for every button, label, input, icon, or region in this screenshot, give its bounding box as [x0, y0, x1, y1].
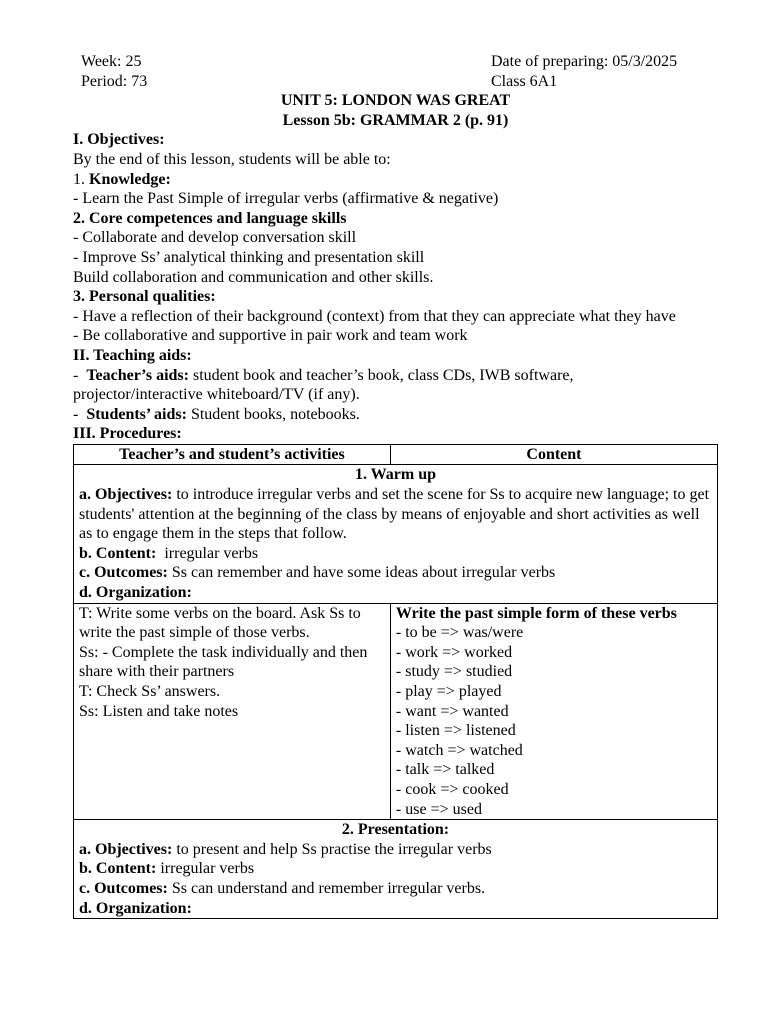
- verb-item: - use => used: [395, 800, 482, 818]
- warmup-outcomes-label: c. Outcomes:: [79, 564, 168, 582]
- lesson-title: Lesson 5b: GRAMMAR 2 (p. 91): [282, 111, 509, 129]
- core-item: - Improve Ss’ analytical thinking and presentation skill: [73, 248, 425, 266]
- verb-item: - play => played: [395, 683, 502, 700]
- header-block: [73, 52, 718, 91]
- warmup-title: 1. Warm up: [354, 466, 437, 484]
- warmup-content-label: b. Content:: [79, 544, 157, 562]
- unit-title: UNIT 5: LONDON WAS GREAT: [280, 92, 511, 110]
- warmup-objectives-text: to introduce irregular verbs and set the scene for Ss to acquire new language; to get students' attention at the beginning of the class by means of enjoyable and short activities as well as to engage them in the steps that follow.: [79, 486, 710, 543]
- warmup-outcomes: [79, 563, 712, 583]
- warmup-content-text: irregular verbs: [156, 544, 259, 562]
- warmup-objectives: [79, 485, 712, 544]
- core-item: - Collaborate and develop conversation skill: [73, 229, 357, 247]
- week-label: Week: 25: [81, 53, 142, 70]
- lesson-plan-page: [73, 52, 718, 919]
- warmup-activities-row: [74, 603, 718, 820]
- activity-line: Ss: - Complete the task individually and then share with their partners: [79, 643, 368, 681]
- presentation-objectives-label: a. Objectives:: [79, 840, 173, 858]
- verb-item: - study => studied: [395, 663, 513, 681]
- objectives-heading: I. Objectives:: [73, 131, 165, 149]
- verb-item: - to be => was/were: [395, 624, 524, 642]
- verb-item: - listen => listened: [395, 722, 516, 740]
- past-simple-task-heading: Write the past simple form of these verbs: [395, 604, 677, 622]
- verb-item: - want => wanted: [395, 702, 509, 720]
- presentation-outcomes-label: c. Outcomes:: [79, 879, 168, 897]
- presentation-section-row: [74, 820, 718, 919]
- personal-item: - Be collaborative and supportive in pair work and team work: [73, 327, 468, 345]
- presentation-content: [79, 859, 712, 879]
- period-label: Period: 73: [81, 72, 148, 90]
- presentation-content-text: irregular verbs: [156, 860, 255, 878]
- procedures-table: [73, 444, 718, 919]
- verb-item: - work => worked: [395, 643, 513, 661]
- presentation-objectives-text: to present and help Ss practise the irregular verbs: [172, 840, 492, 858]
- personal-item: - Have a reflection of their background (context) from that they can appreciate what they have: [73, 307, 676, 325]
- warmup-organization: [79, 583, 712, 603]
- presentation-outcomes: [79, 879, 712, 899]
- activity-line: T: Check Ss’ answers.: [79, 683, 221, 700]
- presentation-objectives: [79, 840, 712, 860]
- warmup-organization-label: d. Organization:: [79, 584, 192, 602]
- verb-item: - watch => watched: [395, 741, 523, 759]
- activities-column-header: Teacher’s and student’s activities: [74, 444, 391, 465]
- presentation-organization: [79, 899, 712, 919]
- core-item: Build collaboration and communication and other skills.: [73, 268, 434, 286]
- teacher-aids-text: student book and teacher’s book, class CDs, IWB software, projector/interactive whiteboard/TV (if any).: [73, 366, 574, 404]
- table-header-row: [74, 444, 718, 465]
- warmup-content: [79, 544, 712, 564]
- warmup-section: [74, 465, 718, 603]
- knowledge-label: Knowledge:: [89, 170, 171, 188]
- presentation-content-label: b. Content:: [79, 860, 157, 878]
- knowledge-item: - Learn the Past Simple of irregular verbs (affirmative & negative): [73, 190, 499, 208]
- students-aids-label: Students’ aids:: [86, 405, 187, 423]
- verb-item: - cook => cooked: [395, 780, 509, 798]
- presentation-section: [74, 820, 718, 919]
- presentation-outcomes-text: Ss can understand and remember irregular verbs.: [167, 879, 486, 897]
- students-aids-text: Student books, notebooks.: [186, 405, 360, 423]
- presentation-organization-label: d. Organization:: [79, 899, 192, 917]
- procedures-heading: III. Procedures:: [73, 425, 182, 443]
- warmup-outcomes-text: Ss can remember and have some ideas about irregular verbs: [167, 564, 556, 582]
- date-of-preparing: Date of preparing: 05/3/2025: [491, 53, 678, 70]
- objectives-intro: By the end of this lesson, students will be able to:: [73, 150, 391, 168]
- warmup-section-row: [74, 465, 718, 603]
- warmup-objectives-label: a. Objectives:: [79, 486, 173, 504]
- students-aids: - Students’ aids: Student books, notebooks.: [73, 405, 360, 423]
- warmup-activities-cell: [74, 603, 391, 820]
- warmup-content-cell: [390, 603, 717, 820]
- core-competences-heading: 2. Core competences and language skills: [73, 209, 347, 227]
- content-column-header: Content: [390, 444, 717, 465]
- knowledge-heading: [73, 170, 718, 190]
- knowledge-number: 1.: [73, 170, 89, 188]
- teacher-aids-label: Teacher’s aids:: [86, 366, 189, 384]
- activity-line: Ss: Listen and take notes: [79, 702, 239, 720]
- personal-qualities-heading: 3. Personal qualities:: [73, 288, 216, 306]
- verb-item: - talk => talked: [395, 761, 495, 779]
- teacher-aids: - Teacher’s aids: student book and teacher’s book, class CDs, IWB software, projector/interactive whiteboard/TV (if any).: [73, 366, 574, 404]
- teaching-aids-heading: II. Teaching aids:: [73, 346, 192, 364]
- activity-line: T: Write some verbs on the board. Ask Ss to write the past simple of those verbs.: [79, 604, 361, 642]
- presentation-title: 2. Presentation:: [341, 821, 450, 839]
- class-label: Class 6A1: [491, 72, 558, 90]
